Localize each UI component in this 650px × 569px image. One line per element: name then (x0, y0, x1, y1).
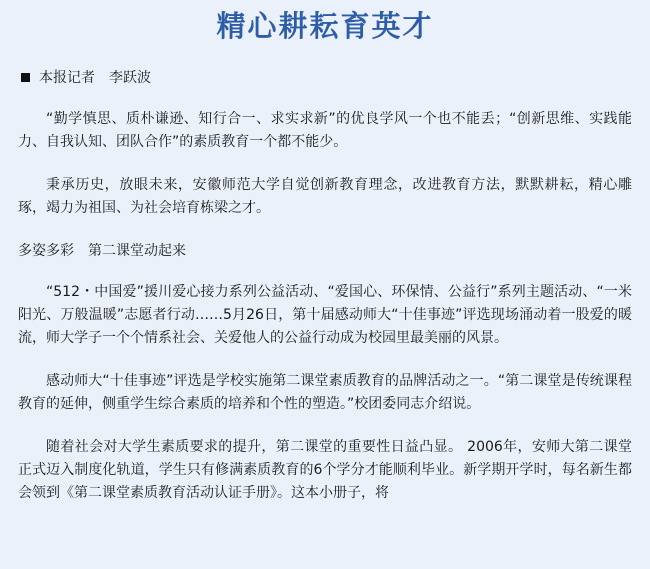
bullet-square-icon (21, 73, 30, 82)
paragraph-2: 秉承历史，放眼未来，安徽师范大学自觉创新教育理念，改进教育方法，默默耕耘，精心雕琢，竭力为祖国、为社会培育栋梁之才。 (18, 177, 632, 216)
paragraph-1: “勤学慎思、质朴谦逊、知行合一、求实求新”的优良学风一个也不能丢；“创新思维、实践能力、自我认知、团队合作”的素质教育一个都不能少。 (18, 111, 632, 150)
byline (18, 68, 632, 88)
byline-text: 本报记者 李跃波 (39, 70, 151, 86)
article-title: 精心耕耘育英才 (216, 9, 434, 43)
paragraph-3: “512・中国爱”援川爱心接力系列公益活动、“爱国心、环保情、公益行”系列主题活动、“一米阳光、万般温暖”志愿者行动……5月26日，第十届感动师大“十佳事迹”评选现场涌动着一股爱的暖流，师大学子一个个情系社会、关爱他人的公益行动成为校园里最美丽的风景。 (18, 284, 632, 346)
section-heading: 多姿多彩 第二课堂动起来 (18, 243, 186, 259)
paragraph-5: 随着社会对大学生素质要求的提升，第二课堂的重要性日益凸显。 2006年，安师大第二课堂正式迈入制度化轨道，学生只有修满素质教育的6个学分才能顺利毕业。新学期开学时，每名新生都会领到《第二课堂素质教育活动认证手册》。这本小册子，将 (18, 439, 632, 501)
paragraph-4: 感动师大“十佳事迹”评选是学校实施第二课堂素质教育的品牌活动之一。“第二课堂是传统课程教育的延伸，侧重学生综合素质的培养和个性的塑造。”校团委同志介绍说。 (18, 373, 632, 412)
